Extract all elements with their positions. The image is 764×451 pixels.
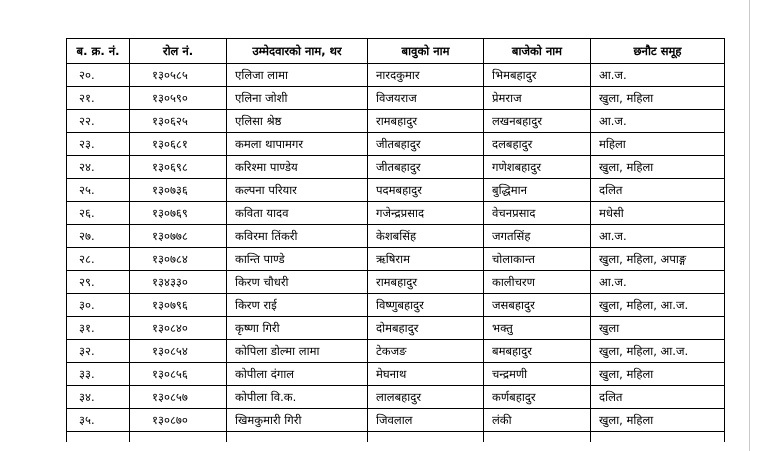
serial-number-cell: ३२.: [67, 340, 130, 363]
roll-number-cell: १३०७७८: [130, 225, 227, 248]
table-row: [67, 409, 725, 432]
grandfather-name-cell: वेचनप्रसाद: [484, 202, 591, 225]
roll-number-cell: १३०८५४: [130, 340, 227, 363]
candidate-name-cell: कविरमा तिंकरी: [227, 225, 368, 248]
table-row: [67, 386, 725, 409]
serial-number-cell: ३३.: [67, 363, 130, 386]
candidate-name-cell: एलिना जोशी: [227, 87, 368, 110]
father-name-cell: रामबहादुर: [368, 271, 484, 294]
serial-number-cell: २२.: [67, 110, 130, 133]
father-name-cell: रामबहादुर: [368, 110, 484, 133]
father-name-cell: ऋषिराम: [368, 248, 484, 271]
father-name-cell: विजयराज: [368, 87, 484, 110]
grandfather-name-cell: चोलाकान्त: [484, 248, 591, 271]
table-header: [67, 39, 725, 64]
selection-group-cell: दलित: [591, 386, 725, 409]
grandfather-name-cell: गणेशबहादुर: [484, 156, 591, 179]
serial-number-cell: २०.: [67, 64, 130, 87]
header-candidate-name: उम्मेदवारको नाम, थर: [227, 39, 368, 64]
candidate-name-cell: कोपीला दंगाल: [227, 363, 368, 386]
selection-group-cell: आ.ज.: [591, 225, 725, 248]
candidate-name-cell: करिश्मा पाण्डेय: [227, 156, 368, 179]
candidate-results-table: [66, 38, 725, 442]
father-name-cell: जिवलाल: [368, 409, 484, 432]
serial-number-cell: २३.: [67, 133, 130, 156]
header-row: [67, 39, 725, 64]
empty-cell: [484, 432, 591, 443]
candidate-name-cell: खिमकुमारी गिरी: [227, 409, 368, 432]
roll-number-cell: १३०७६९: [130, 202, 227, 225]
roll-number-cell: १३४३३०: [130, 271, 227, 294]
selection-group-cell: खुला, महिला: [591, 409, 725, 432]
roll-number-cell: १३०८५७: [130, 386, 227, 409]
table-row: [67, 202, 725, 225]
selection-group-cell: आ.ज.: [591, 64, 725, 87]
grandfather-name-cell: लंकी: [484, 409, 591, 432]
roll-number-cell: १३०५९०: [130, 87, 227, 110]
serial-number-cell: २७.: [67, 225, 130, 248]
table-row-partial: [67, 432, 725, 443]
grandfather-name-cell: दलबहादुर: [484, 133, 591, 156]
header-roll-number: रोल नं.: [130, 39, 227, 64]
grandfather-name-cell: भिमबहादुर: [484, 64, 591, 87]
empty-cell: [130, 432, 227, 443]
grandfather-name-cell: जसबहादुर: [484, 294, 591, 317]
table-row: [67, 64, 725, 87]
roll-number-cell: १३०७८४: [130, 248, 227, 271]
roll-number-cell: १३०६९८: [130, 156, 227, 179]
grandfather-name-cell: बमबहादुर: [484, 340, 591, 363]
selection-group-cell: मधेसी: [591, 202, 725, 225]
table-row: [67, 340, 725, 363]
candidate-name-cell: किरण चौधरी: [227, 271, 368, 294]
father-name-cell: मेघनाथ: [368, 363, 484, 386]
header-father-name: बावुको नाम: [368, 39, 484, 64]
table-row: [67, 294, 725, 317]
father-name-cell: टेकजङ: [368, 340, 484, 363]
table-row: [67, 110, 725, 133]
selection-group-cell: खुला, महिला, अपाङ्ग: [591, 248, 725, 271]
selection-group-cell: खुला, महिला: [591, 363, 725, 386]
roll-number-cell: १३०८७०: [130, 409, 227, 432]
selection-group-cell: आ.ज.: [591, 110, 725, 133]
candidate-name-cell: कमला थापामगर: [227, 133, 368, 156]
selection-group-cell: खुला, महिला: [591, 156, 725, 179]
table-row: [67, 225, 725, 248]
empty-cell: [591, 432, 725, 443]
father-name-cell: गजेन्द्रप्रसाद: [368, 202, 484, 225]
table-row: [67, 87, 725, 110]
roll-number-cell: १३०६२५: [130, 110, 227, 133]
father-name-cell: पदमबहादुर: [368, 179, 484, 202]
table-row: [67, 317, 725, 340]
serial-number-cell: २१.: [67, 87, 130, 110]
serial-number-cell: २६.: [67, 202, 130, 225]
empty-cell: [368, 432, 484, 443]
candidate-name-cell: कान्ति पाण्डे: [227, 248, 368, 271]
grandfather-name-cell: प्रेमराज: [484, 87, 591, 110]
candidate-name-cell: कविता यादव: [227, 202, 368, 225]
header-serial-number: ब. क्र. नं.: [67, 39, 130, 64]
serial-number-cell: २५.: [67, 179, 130, 202]
father-name-cell: नारदकुमार: [368, 64, 484, 87]
table-row: [67, 271, 725, 294]
grandfather-name-cell: भक्तु: [484, 317, 591, 340]
roll-number-cell: १३०८५६: [130, 363, 227, 386]
father-name-cell: जीतबहादुर: [368, 156, 484, 179]
grandfather-name-cell: चन्द्रमणी: [484, 363, 591, 386]
serial-number-cell: २८.: [67, 248, 130, 271]
roll-number-cell: १३०५८५: [130, 64, 227, 87]
father-name-cell: केशबसिंह: [368, 225, 484, 248]
candidate-name-cell: एलिजा लामा: [227, 64, 368, 87]
serial-number-cell: ३०.: [67, 294, 130, 317]
table-row: [67, 156, 725, 179]
selection-group-cell: दलित: [591, 179, 725, 202]
roll-number-cell: १३०६८१: [130, 133, 227, 156]
grandfather-name-cell: लखनबहादुर: [484, 110, 591, 133]
serial-number-cell: २४.: [67, 156, 130, 179]
candidate-name-cell: कोपीला वि.क.: [227, 386, 368, 409]
candidate-name-cell: एलिसा श्रेष्ठ: [227, 110, 368, 133]
candidate-name-cell: कृष्णा गिरी: [227, 317, 368, 340]
grandfather-name-cell: बुद्धिमान: [484, 179, 591, 202]
header-selection-group: छनौट समूह: [591, 39, 725, 64]
empty-cell: [227, 432, 368, 443]
grandfather-name-cell: कालीचरण: [484, 271, 591, 294]
roll-number-cell: १३०८४०: [130, 317, 227, 340]
roll-number-cell: १३०७३६: [130, 179, 227, 202]
father-name-cell: लालबहादुर: [368, 386, 484, 409]
selection-group-cell: खुला, महिला, आ.ज.: [591, 294, 725, 317]
serial-number-cell: ३५.: [67, 409, 130, 432]
grandfather-name-cell: कर्णबहादुर: [484, 386, 591, 409]
page-edge-divider: [749, 0, 750, 451]
father-name-cell: दोमबहादुर: [368, 317, 484, 340]
table-row: [67, 179, 725, 202]
father-name-cell: जीतबहादुर: [368, 133, 484, 156]
candidate-name-cell: कल्पना परियार: [227, 179, 368, 202]
serial-number-cell: २९.: [67, 271, 130, 294]
selection-group-cell: आ.ज.: [591, 271, 725, 294]
table-row: [67, 133, 725, 156]
grandfather-name-cell: जगतसिंह: [484, 225, 591, 248]
selection-group-cell: खुला, महिला, आ.ज.: [591, 340, 725, 363]
father-name-cell: विष्णुबहादुर: [368, 294, 484, 317]
serial-number-cell: ३४.: [67, 386, 130, 409]
serial-number-cell: ३१.: [67, 317, 130, 340]
table-body: [67, 64, 725, 443]
roll-number-cell: १३०७९६: [130, 294, 227, 317]
selection-group-cell: खुला, महिला: [591, 87, 725, 110]
selection-group-cell: खुला: [591, 317, 725, 340]
empty-cell: [67, 432, 130, 443]
table-row: [67, 363, 725, 386]
candidate-name-cell: कोपिला डोल्मा लामा: [227, 340, 368, 363]
candidate-name-cell: किरण राई: [227, 294, 368, 317]
header-grandfather-name: बाजेको नाम: [484, 39, 591, 64]
selection-group-cell: महिला: [591, 133, 725, 156]
table-row: [67, 248, 725, 271]
